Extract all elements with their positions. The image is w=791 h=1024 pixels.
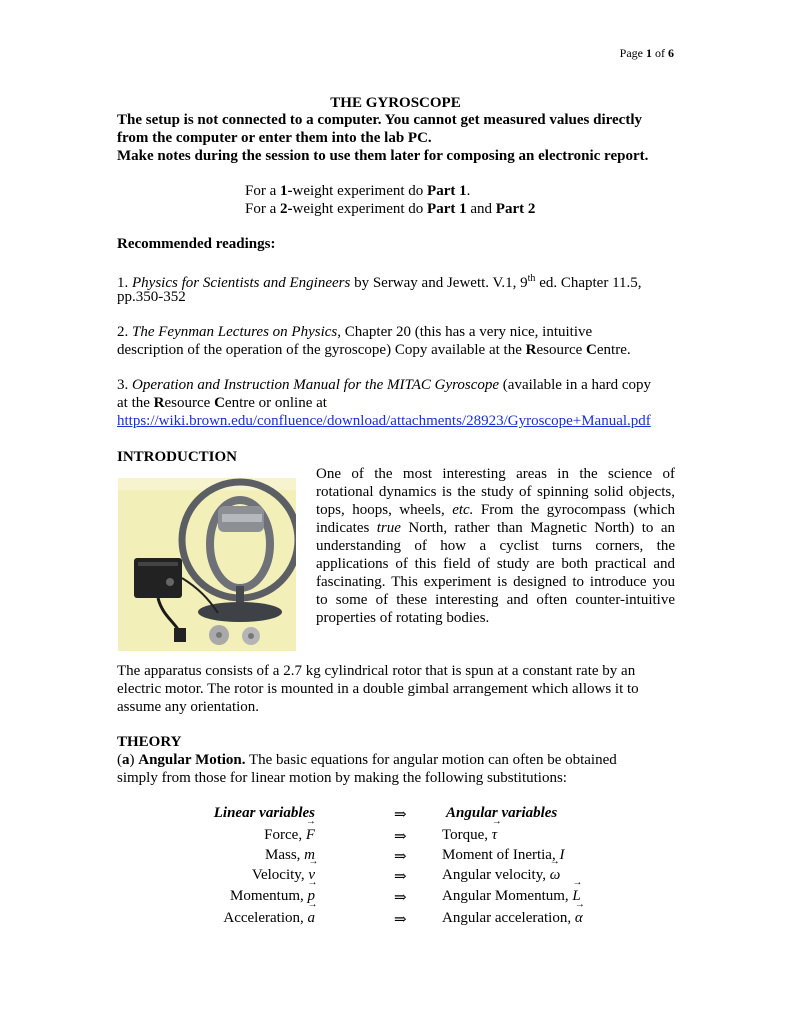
manual-link[interactable]: https://wiki.brown.edu/confluence/download/attachments/28923/Gyroscope+Manual.pdf — [117, 413, 651, 429]
table-row: Mass, m ⇒ Moment of Inertia, I — [264, 847, 565, 865]
apparatus-line-1: The apparatus consists of a 2.7 kg cylindrical rotor that is spun at a constant rate by an — [117, 663, 636, 679]
table-row: Momentum, → p ⇒ Angular Momentum, → L — [0, 888, 791, 908]
apparatus-line-3: assume any orientation. — [117, 699, 260, 715]
reading-1: 1. Physics for Scientists and Engineers by Serway and Jewett. V.1, 9th ed. Chapter 11.5, — [117, 273, 642, 291]
warning-line-3: Make notes during the session to use them later for composing an electronic report. — [117, 148, 649, 164]
part-instruction-2: For a 2-weight experiment do Part 1 and Part 2 — [245, 201, 536, 217]
document-title: THE GYROSCOPE — [330, 95, 461, 111]
warning-line-2: from the computer or enter them into the lab PC. — [117, 130, 432, 146]
page-number: Page 1 of 6 — [619, 46, 674, 60]
gyroscope-photo — [118, 478, 296, 651]
apparatus-line-2: electric motor. The rotor is mounted in a double gimbal arrangement which allows it to — [117, 681, 639, 697]
readings-heading: Recommended readings: — [117, 236, 276, 252]
introduction-paragraph: One of the most interesting areas in the science of rotational dynamics is the study of spinning solid objects, tops, hoops, wheels, etc. From the gyrocompass (which indicates true North, rather than Magnetic North) to an understanding of how a cyclist turns corners, the applications of this field of study are both practical and fascinating. This experiment is designed to introduce you to some of these interesting and often counter-intuitive properties of rotating bodies. — [316, 466, 676, 626]
table-row: Velocity, → v ⇒ Angular velocity, → ω — [0, 867, 791, 887]
theory-line-1: (a) Angular Motion. The basic equations for angular motion can often be obtained — [117, 752, 617, 768]
reading-3-line2: at the Resource Centre or online at — [117, 395, 327, 411]
reading-1-pages: pp.350-352 — [117, 289, 186, 305]
introduction-heading: INTRODUCTION — [117, 449, 238, 465]
warning-line-1: The setup is not connected to a computer. You cannot get measured values directly — [117, 112, 642, 128]
table-row: Acceleration, → a ⇒ Angular acceleration, → α — [0, 910, 791, 930]
table-header: Linear variables ⇒ Angular variables — [213, 805, 558, 823]
reading-2-line2: description of the operation of the gyroscope) Copy available at the Resource Centre. — [117, 342, 631, 358]
table-row: Force, → F ⇒ Torque, → τ — [0, 827, 791, 847]
part-instruction-1: For a 1-weight experiment do Part 1. — [245, 183, 471, 199]
reading-3: 3. Operation and Instruction Manual for the MITAC Gyroscope (available in a hard copy — [117, 377, 652, 393]
theory-line-2: simply from those for linear motion by making the following substitutions: — [117, 770, 567, 786]
reading-2: 2. The Feynman Lectures on Physics, Chapter 20 (this has a very nice, intuitive — [117, 324, 593, 340]
theory-heading: THEORY — [117, 734, 182, 750]
